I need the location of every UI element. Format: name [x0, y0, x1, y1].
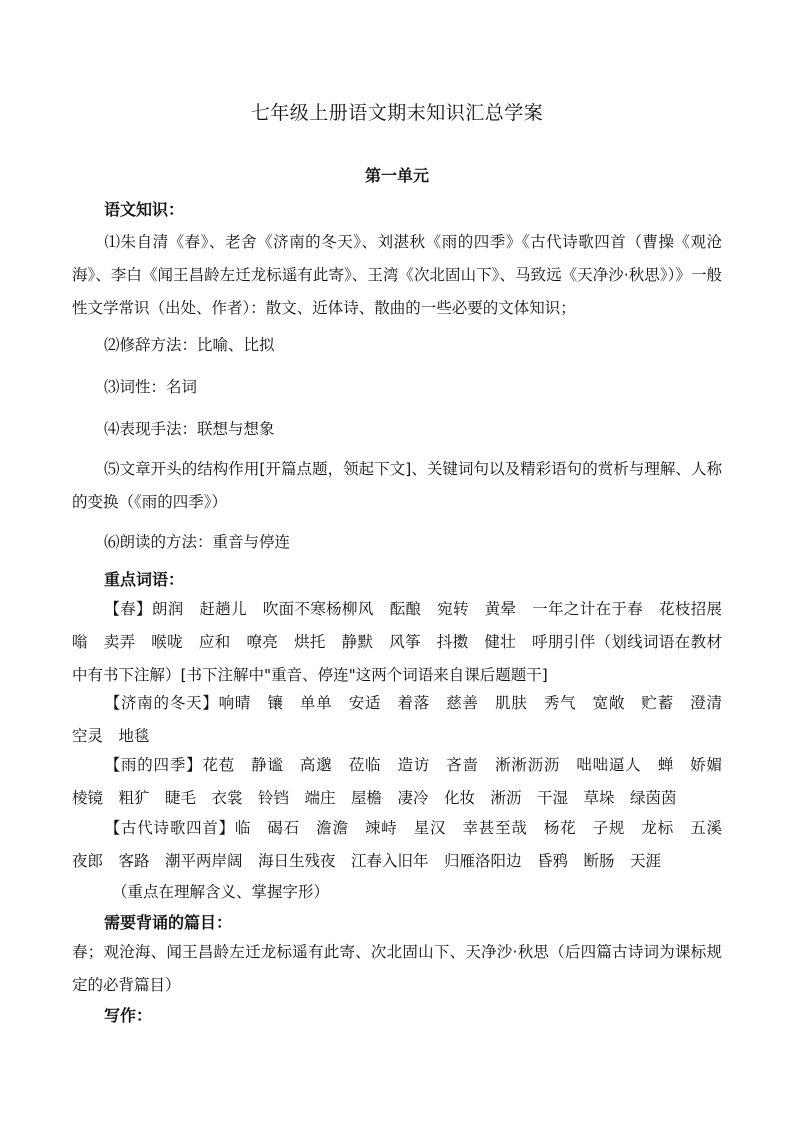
vocab-yu	[72, 749, 738, 815]
vocab-gudai-text: 【古代诗歌四首】临 碣石 澹澹 竦峙 星汉 幸甚至哉 杨花 子规 龙标 五溪 夜郎 客路 潮平两岸阔 海日生残夜 江春入旧年 归雁洛阳边 昏鸦 断肠 天涯	[72, 819, 738, 870]
paragraph-5	[72, 453, 722, 519]
paragraph-3: ⑶词性：名词	[104, 378, 198, 396]
paragraph-5-text: ⑸文章开头的结构作用[开篇点题，领起下文]、关键词句以及精彩语句的赏析与理解、人称的变换（《雨的四季》）	[72, 460, 722, 511]
section-heading-ciyu: 重点词语：	[104, 570, 185, 589]
vocab-chun-text: 【春】朗润 赶趟儿 吹面不寒杨柳风 酝酿 宛转 黄晕 一年之计在于春 花枝招展 嗡 卖弄 喉咙 应和 嘹亮 烘托 静默 风筝 抖擞 健壮 呼朋引伴（划线词语在教材中有书下注解）[书下注解中"重音、停连"这两个词语来自课后题题干]	[72, 600, 738, 684]
section-heading-beisong: 需要背诵的篇目：	[104, 913, 233, 932]
section-heading-yuwen: 语文知识：	[104, 200, 185, 219]
unit-heading: 第一单元	[364, 166, 429, 185]
vocab-chun	[72, 593, 738, 692]
vocab-jinan	[72, 687, 738, 753]
vocab-gudai	[72, 812, 738, 878]
paragraph-6: ⑹朗读的方法：重音与停连	[104, 533, 291, 551]
recitation-list: 春；观沧海、闻王昌龄左迁龙标遥有此寄、次北固山下、天净沙·秋思（后四篇古诗词为课标规定的必背篇目）	[72, 943, 722, 994]
section-heading-xiezuo: 写作：	[104, 1006, 153, 1025]
vocab-note: （重点在理解含义、掌握字形）	[112, 883, 330, 901]
paragraph-1	[72, 226, 722, 325]
vocab-jinan-text: 【济南的冬天】响晴 镶 单单 安适 着落 慈善 肌肤 秀气 宽敞 贮蓄 澄清 空灵 地毯	[72, 694, 738, 745]
paragraph-1-text: ⑴朱自清《春》、老舍《济南的冬天》、刘湛秋《雨的四季》《古代诗歌四首（曹操《观沧海》、李白《闻王昌龄左迁龙标遥有此寄》、王湾《次北固山下》、马致远《天净沙·秋思》）》一般性文学常识（出处、作者）：散文、近体诗、散曲的一些必要的文体知识；	[72, 233, 722, 317]
paragraph-4: ⑷表现手法：联想与想象	[104, 420, 275, 438]
paragraph-2: ⑵修辞方法：比喻、比拟	[104, 336, 275, 354]
page-title: 七年级上册语文期末知识汇总学案	[250, 102, 544, 124]
vocab-yu-text: 【雨的四季】花苞 静谧 高邈 莅临 造访 吝啬 淅淅沥沥 咄咄逼人 蝉 娇媚 棱镜 粗犷 睫毛 衣裳 铃铛 端庄 屋檐 凄冷 化妆 淅沥 干湿 草垛 绿茵茵	[72, 756, 738, 807]
